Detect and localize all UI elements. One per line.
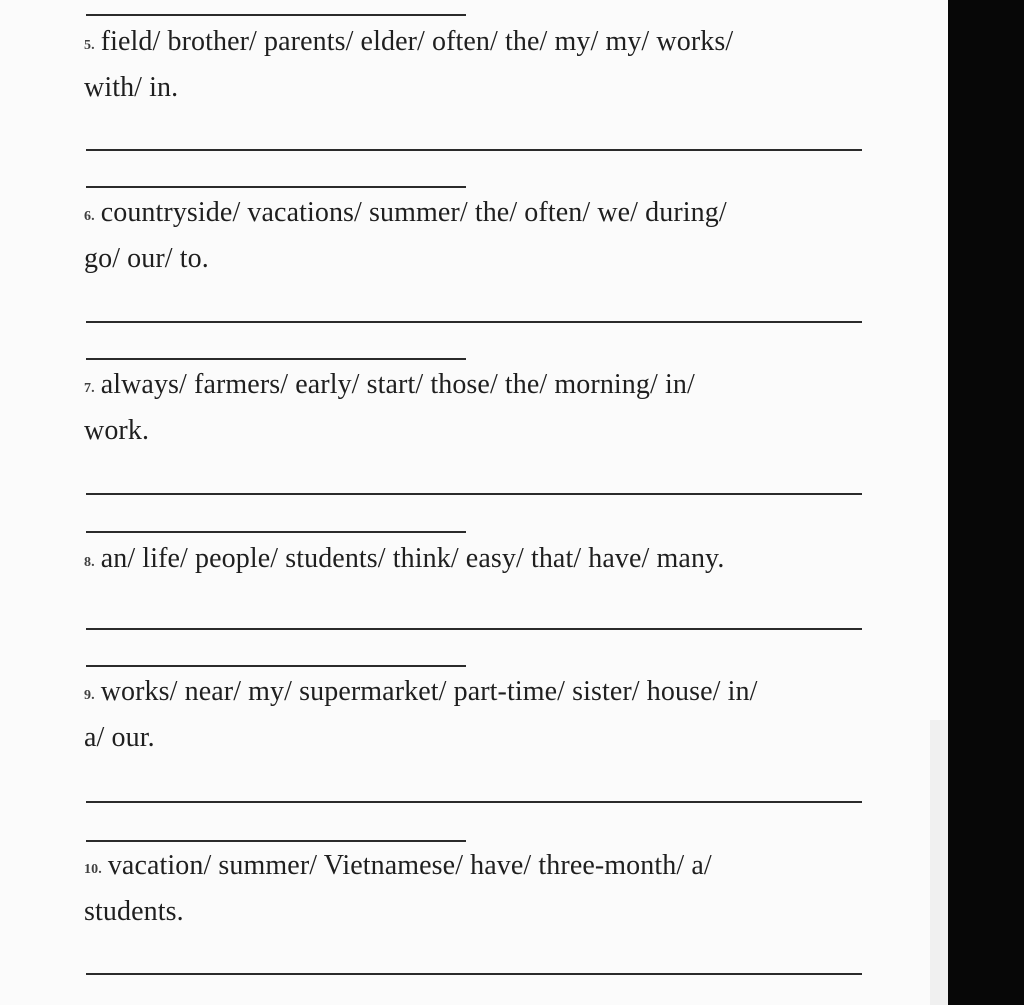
answer-line bbox=[86, 531, 466, 533]
exercise-line bbox=[84, 192, 884, 238]
answer-line bbox=[86, 665, 466, 667]
exercise-item-9 bbox=[84, 671, 884, 759]
exercise-line bbox=[84, 21, 884, 67]
exercise-line bbox=[84, 538, 884, 584]
answer-line bbox=[86, 840, 466, 842]
answer-line bbox=[86, 14, 466, 16]
answer-line bbox=[86, 493, 862, 495]
exercise-line bbox=[84, 671, 884, 717]
exercise-item-10 bbox=[84, 845, 884, 933]
jumbled-words-continued: go/ our/ to. bbox=[84, 243, 209, 274]
exercise-line bbox=[84, 845, 884, 891]
jumbled-words-continued: students. bbox=[84, 896, 184, 927]
item-number: 9. bbox=[84, 688, 95, 703]
jumbled-words: vacation/ summer/ Vietnamese/ have/ three-month/ a/ bbox=[107, 850, 712, 881]
answer-line bbox=[86, 149, 862, 151]
jumbled-words: countryside/ vacations/ summer/ the/ often/ we/ during/ bbox=[100, 197, 727, 228]
exercise-item-5 bbox=[84, 21, 884, 109]
black-border-strip bbox=[948, 0, 1024, 1005]
jumbled-words-continued: a/ our. bbox=[84, 722, 155, 753]
page-edge-shadow bbox=[930, 720, 948, 1005]
exercise-item-7 bbox=[84, 364, 884, 452]
item-number: 5. bbox=[84, 38, 95, 53]
jumbled-words: always/ farmers/ early/ start/ those/ the/ morning/ in/ bbox=[100, 369, 695, 400]
jumbled-words-continued: work. bbox=[84, 415, 150, 446]
jumbled-words: field/ brother/ parents/ elder/ often/ the/ my/ my/ works/ bbox=[100, 26, 734, 57]
answer-line bbox=[86, 358, 466, 360]
answer-line bbox=[86, 801, 862, 803]
item-number: 7. bbox=[84, 381, 95, 396]
exercise-item-6 bbox=[84, 192, 884, 280]
answer-line bbox=[86, 973, 862, 975]
jumbled-words-continued: with/ in. bbox=[84, 72, 179, 103]
jumbled-words: an/ life/ people/ students/ think/ easy/ that/ have/ many. bbox=[100, 543, 725, 574]
item-number: 6. bbox=[84, 209, 95, 224]
jumbled-words: works/ near/ my/ supermarket/ part-time/ sister/ house/ in/ bbox=[100, 676, 758, 707]
exercise-line bbox=[84, 364, 884, 410]
answer-line bbox=[86, 628, 862, 630]
answer-line bbox=[86, 186, 466, 188]
item-number: 8. bbox=[84, 555, 95, 570]
exercise-item-8 bbox=[84, 538, 884, 584]
answer-line bbox=[86, 321, 862, 323]
item-number: 10. bbox=[84, 862, 102, 877]
